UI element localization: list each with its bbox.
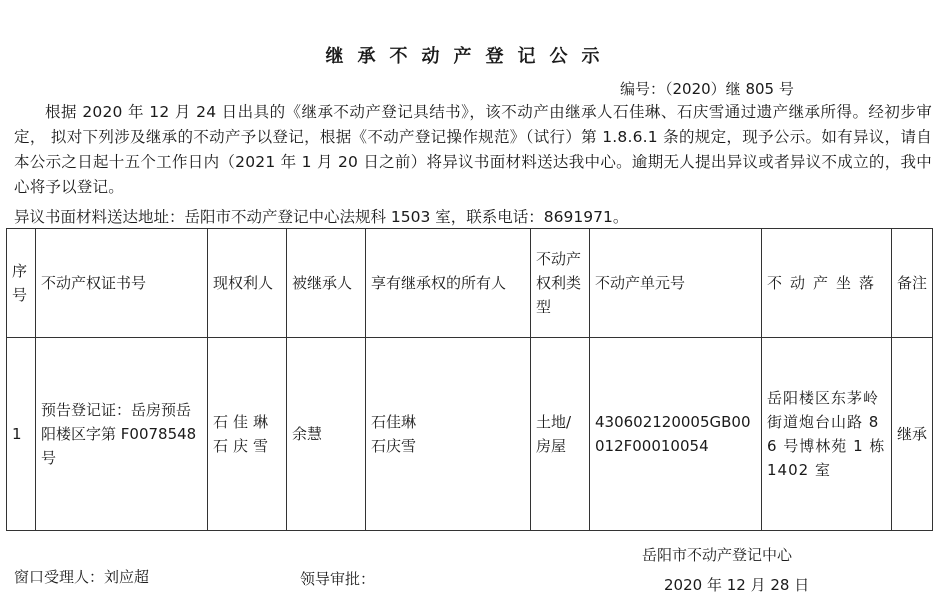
cell-decedent: 余慧 <box>287 338 366 531</box>
header-current-owner: 现权利人 <box>208 229 287 338</box>
cell-heirs: 石佳琳 石庆雪 <box>366 338 531 531</box>
cell-unit-no: 430602120005GB00012F00010054 <box>590 338 762 531</box>
header-right-type: 不动产权利类型 <box>531 229 590 338</box>
table-header-row <box>7 229 933 338</box>
cell-index: 1 <box>7 338 36 531</box>
header-remarks: 备注 <box>892 229 933 338</box>
cell-location: 岳阳楼区东茅岭街道炮台山路 86 号博林苑 1 栋 1402 室 <box>762 338 892 531</box>
notice-paragraph: 根据 2020 年 12 月 24 日出具的《继承不动产登记具结书》，该不动产由继承人石佳琳、石庆雪通过遗产继承所得。经初步审定， 拟对下列涉及继承的不动产予以登记，根据《不动产登记操作规范》（试行）第 1.8.6.1 条的规定，现予公示。如有异议，请自本公示之日起十五个工作日内（2021 年 1 月 20 日之前）将异议书面材料送达我中心。逾期无人提出异议或者异议不成立的，我中心将予以登记。 <box>14 103 932 196</box>
objection-address: 异议书面材料送达地址：岳阳市不动产登记中心法规科 1503 室，联系电话：8691971。 <box>14 208 629 226</box>
page-title: 继承不动产登记公示 <box>325 46 614 67</box>
issuing-organization: 岳阳市不动产登记中心 <box>642 546 793 564</box>
header-index: 序号 <box>7 229 36 338</box>
cell-right-type: 土地/房屋 <box>531 338 590 531</box>
cell-cert-no: 预告登记证：岳房预岳阳楼区字第 F0078548 号 <box>36 338 208 531</box>
document-number: 编号：（2020）继 805 号 <box>620 80 794 98</box>
header-cert-no: 不动产权证书号 <box>36 229 208 338</box>
window-clerk: 窗口受理人：刘应超 <box>14 568 150 586</box>
property-table <box>6 228 933 531</box>
header-decedent: 被继承人 <box>287 229 366 338</box>
leader-approval: 领导审批： <box>300 570 376 588</box>
header-location: 不动产坐落 <box>762 229 892 338</box>
cell-remarks: 继承 <box>892 338 933 531</box>
header-heirs: 享有继承权的所有人 <box>366 229 531 338</box>
cell-current-owner: 石佳琳石庆雪 <box>208 338 287 531</box>
issue-date: 2020 年 12 月 28 日 <box>664 576 810 594</box>
table-row <box>7 338 933 531</box>
header-unit-no: 不动产单元号 <box>590 229 762 338</box>
